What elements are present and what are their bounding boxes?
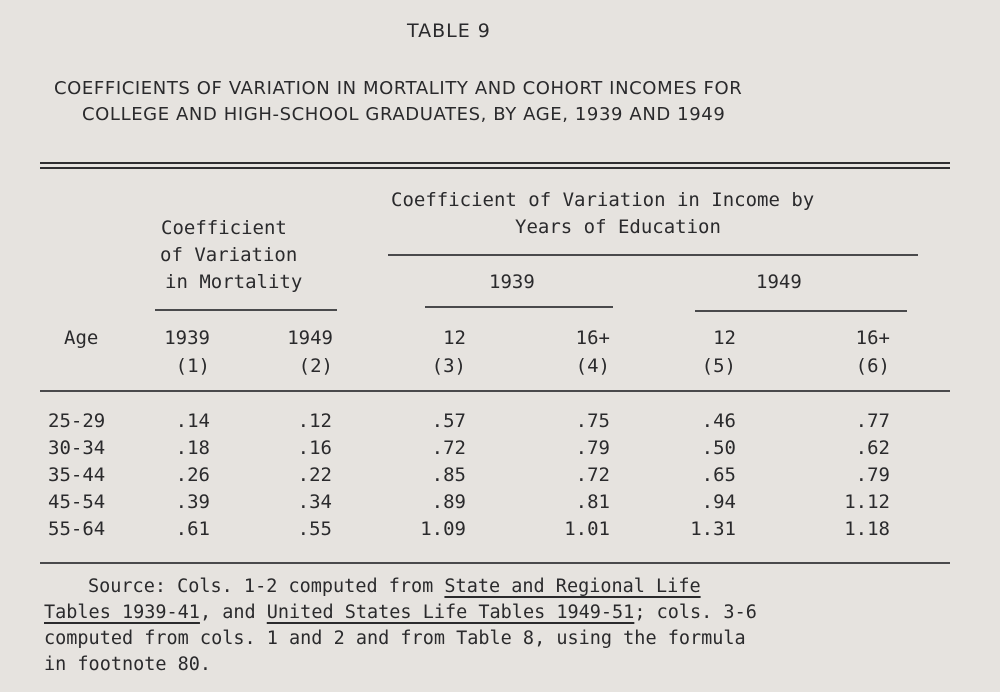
- table-bottom-rule: [40, 562, 950, 564]
- value-cell: .61: [175, 518, 210, 540]
- value-cell: 1.01: [564, 518, 610, 540]
- source-part-2: , and: [199, 602, 267, 623]
- value-cell: .72: [575, 464, 610, 486]
- source-ref-1-line-1: State and Regional Life: [444, 576, 701, 597]
- col-4-number: (4): [575, 355, 610, 377]
- value-cell: .85: [431, 464, 466, 486]
- mortality-header-line-1: Coefficient: [161, 217, 287, 239]
- col-6-label: 16+: [855, 327, 890, 349]
- value-cell: .75: [575, 410, 610, 432]
- value-cell: 1.31: [690, 518, 736, 540]
- value-cell: .50: [701, 437, 736, 459]
- value-cell: .89: [431, 491, 466, 513]
- source-ref-1-line-2: Tables 1939-41: [44, 602, 200, 623]
- top-rule-2: [40, 167, 950, 169]
- source-line-1: [88, 574, 701, 600]
- income-header-rule: [388, 254, 918, 256]
- value-cell: .16: [297, 437, 332, 459]
- value-cell: .34: [297, 491, 332, 513]
- value-cell: .18: [175, 437, 210, 459]
- value-cell: .65: [701, 464, 736, 486]
- value-cell: .12: [297, 410, 332, 432]
- value-cell: .46: [701, 410, 736, 432]
- header-bottom-rule: [40, 390, 950, 392]
- source-line-4: in footnote 80.: [44, 654, 212, 675]
- mortality-header-line-2: of Variation: [160, 244, 298, 266]
- col-5-number: (5): [701, 355, 736, 377]
- col-3-label: 12: [443, 327, 466, 349]
- value-cell: 1.12: [844, 491, 890, 513]
- col-2-label: 1949: [287, 327, 333, 349]
- source-part-3: ; cols. 3-6: [634, 602, 757, 623]
- year-1949-header: 1949: [756, 271, 802, 293]
- value-cell: .62: [855, 437, 890, 459]
- age-cell: 35-44: [48, 464, 106, 486]
- value-cell: .77: [855, 410, 890, 432]
- value-cell: .72: [431, 437, 466, 459]
- source-ref-2: United States Life Tables 1949-51: [266, 602, 635, 623]
- value-cell: 1.09: [420, 518, 466, 540]
- table-label: TABLE 9: [407, 20, 491, 42]
- age-cell: 45-54: [48, 491, 106, 513]
- value-cell: .39: [175, 491, 210, 513]
- source-part-1: Cols. 1-2 computed from: [165, 576, 445, 597]
- age-header: Age: [64, 327, 99, 349]
- mortality-header-rule: [155, 309, 337, 311]
- source-lead: Source:: [88, 576, 166, 597]
- value-cell: 1.18: [844, 518, 890, 540]
- col-5-label: 12: [713, 327, 736, 349]
- value-cell: .57: [431, 410, 466, 432]
- value-cell: .14: [175, 410, 210, 432]
- age-cell: 30-34: [48, 437, 106, 459]
- value-cell: .81: [575, 491, 610, 513]
- value-cell: .55: [297, 518, 332, 540]
- top-rule-1: [40, 162, 950, 164]
- source-line-2: [44, 600, 757, 626]
- age-cell: 55-64: [48, 518, 106, 540]
- age-cell: 25-29: [48, 410, 106, 432]
- col-1-number: (1): [175, 355, 210, 377]
- mortality-header-line-3: in Mortality: [165, 271, 303, 293]
- value-cell: .79: [575, 437, 610, 459]
- col-4-label: 16+: [575, 327, 610, 349]
- year-1949-rule: [695, 310, 907, 312]
- year-1939-header: 1939: [489, 271, 535, 293]
- income-header-line-2: Years of Education: [515, 216, 721, 238]
- year-1939-rule: [425, 306, 613, 308]
- source-line-3: computed from cols. 1 and 2 and from Table 8, using the formula: [44, 628, 746, 649]
- value-cell: .94: [701, 491, 736, 513]
- col-2-number: (2): [298, 355, 333, 377]
- value-cell: .26: [175, 464, 210, 486]
- table-title-line-2: COLLEGE AND HIGH-SCHOOL GRADUATES, BY AGE, 1939 AND 1949: [82, 104, 726, 125]
- col-3-number: (3): [431, 355, 466, 377]
- value-cell: .22: [297, 464, 332, 486]
- col-1-label: 1939: [164, 327, 210, 349]
- value-cell: .79: [855, 464, 890, 486]
- income-header-line-1: Coefficient of Variation in Income by: [391, 189, 815, 211]
- table-title-line-1: COEFFICIENTS OF VARIATION IN MORTALITY AND COHORT INCOMES FOR: [54, 78, 743, 99]
- col-6-number: (6): [855, 355, 890, 377]
